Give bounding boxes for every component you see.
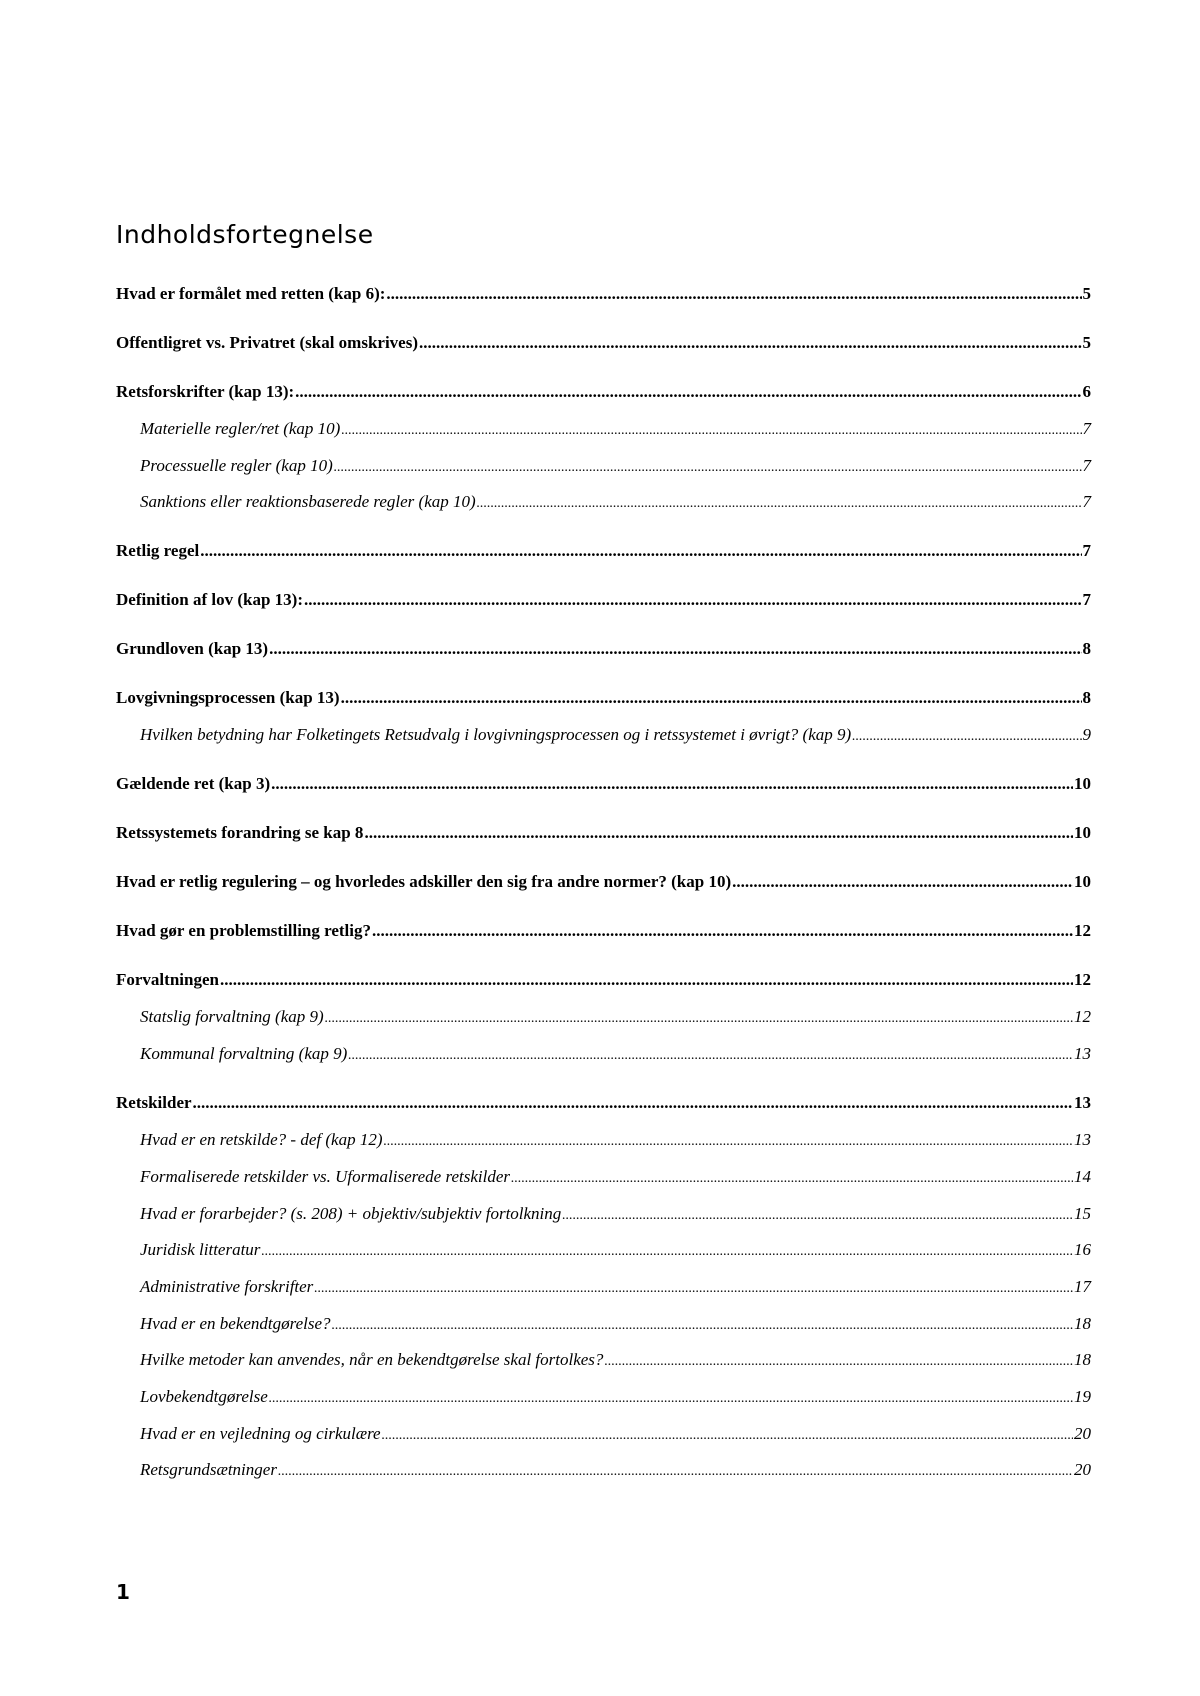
toc-leader	[269, 639, 1081, 659]
toc-entry-page: 9	[1082, 725, 1091, 744]
toc-leader	[325, 1007, 1073, 1027]
toc-entry-page: 15	[1074, 1204, 1091, 1223]
toc-entry[interactable]	[116, 774, 1091, 794]
toc-entry-title: Offentligret vs. Privatret (skal omskrives)	[116, 333, 418, 352]
toc-entry[interactable]	[140, 1007, 1091, 1027]
toc-entry-page: 16	[1074, 1240, 1091, 1259]
toc-entry-title: Hvad gør en problemstilling retlig?	[116, 921, 372, 940]
toc-leader	[269, 1387, 1073, 1407]
toc-leader	[364, 823, 1073, 843]
toc-entry[interactable]	[140, 1130, 1091, 1150]
toc-leader	[261, 1240, 1073, 1260]
toc-entry-title: Lovgivningsprocessen (kap 13)	[116, 688, 340, 707]
toc-entry-page: 12	[1074, 1007, 1091, 1026]
toc-entry-title: Lovbekendtgørelse	[140, 1387, 268, 1406]
toc-entry-title: Definition af lov (kap 13):	[116, 590, 303, 609]
toc-entry-title: Juridisk litteratur	[140, 1240, 261, 1259]
toc-leader	[562, 1204, 1073, 1224]
toc-entry-title: Hvad er en retskilde? - def (kap 12)	[140, 1130, 383, 1149]
toc-entry-page: 10	[1074, 872, 1091, 891]
toc-entry-title: Hvad er retlig regulering – og hvorledes adskiller den sig fra andre normer? (kap 10)	[116, 872, 732, 891]
toc-entry[interactable]	[116, 872, 1091, 892]
toc-entry-title: Retsgrundsætninger	[140, 1460, 277, 1479]
toc-entry-page: 8	[1082, 688, 1091, 707]
toc-entry-page: 12	[1074, 970, 1091, 989]
toc-entry-title: Hvilken betydning har Folketingets Retsudvalg i lovgivningsprocessen og i retssystemet i øvrigt? (kap 9)	[140, 725, 852, 744]
toc-entry[interactable]	[140, 725, 1091, 745]
toc-entry[interactable]	[140, 1240, 1091, 1260]
toc-entry-title: Hvad er formålet med retten (kap 6):	[116, 284, 386, 303]
toc-leader	[852, 725, 1081, 745]
toc-entry[interactable]	[116, 541, 1091, 561]
toc-entry-title: Formaliserede retskilder vs. Uformaliserede retskilder	[140, 1167, 510, 1186]
toc-entry-title: Grundloven (kap 13)	[116, 639, 269, 658]
toc-entry-title: Hvilke metoder kan anvendes, når en bekendtgørelse skal fortolkes?	[140, 1350, 604, 1369]
toc-entry-title: Processuelle regler (kap 10)	[140, 456, 333, 475]
toc-entry-page: 7	[1082, 492, 1091, 511]
toc-entry-title: Gældende ret (kap 3)	[116, 774, 271, 793]
toc-entry[interactable]	[116, 639, 1091, 659]
toc-leader	[332, 1314, 1073, 1334]
toc-leader	[732, 872, 1073, 892]
toc-entry-title: Retsforskrifter (kap 13):	[116, 382, 295, 401]
toc-entry-title: Administrative forskrifter	[140, 1277, 314, 1296]
toc-entry[interactable]	[116, 382, 1091, 402]
page-number: 1	[116, 1580, 130, 1604]
toc-entry[interactable]	[140, 1044, 1091, 1064]
toc-entry-title: Hvad er en bekendtgørelse?	[140, 1314, 331, 1333]
toc-entry-title: Sanktions eller reaktionsbaserede regler (kap 10)	[140, 492, 476, 511]
toc-entry[interactable]	[140, 1424, 1091, 1444]
toc-entry[interactable]	[116, 823, 1091, 843]
toc-leader	[419, 333, 1082, 353]
toc-entry-page: 13	[1074, 1044, 1091, 1063]
toc-entry-page: 7	[1082, 419, 1091, 438]
toc-entry-title: Materielle regler/ret (kap 10)	[140, 419, 341, 438]
toc-leader	[193, 1093, 1073, 1113]
toc-entry-title: Retskilder	[116, 1093, 192, 1112]
toc-entry-page: 5	[1082, 284, 1091, 303]
toc-entry-title: Retssystemets forandring se kap 8	[116, 823, 364, 842]
toc-entry-page: 20	[1074, 1424, 1091, 1443]
toc-entry[interactable]	[116, 590, 1091, 610]
toc-leader	[200, 541, 1081, 561]
toc-leader	[604, 1350, 1073, 1370]
toc-entry[interactable]	[140, 1277, 1091, 1297]
toc-heading: Indholdsfortegnelse	[116, 220, 374, 249]
toc-leader	[511, 1167, 1073, 1187]
toc-entry[interactable]	[116, 921, 1091, 941]
toc-entry-title: Hvad er forarbejder? (s. 208) + objektiv/subjektiv fortolkning	[140, 1204, 562, 1223]
toc-leader	[341, 688, 1082, 708]
toc-entry-title: Hvad er en vejledning og cirkulære	[140, 1424, 381, 1443]
toc-entry-page: 8	[1082, 639, 1091, 658]
toc-entry[interactable]	[140, 1204, 1091, 1224]
toc-entry[interactable]	[140, 1314, 1091, 1334]
toc-entry[interactable]	[140, 456, 1091, 476]
toc-entry-page: 19	[1074, 1387, 1091, 1406]
toc-entry-page: 5	[1082, 333, 1091, 352]
toc-leader	[386, 284, 1081, 304]
toc-entry-page: 7	[1082, 541, 1091, 560]
toc-entry[interactable]	[140, 492, 1091, 512]
toc-entry-page: 20	[1074, 1460, 1091, 1479]
toc-entry[interactable]	[116, 333, 1091, 353]
toc-leader	[477, 492, 1082, 512]
toc-entry[interactable]	[116, 284, 1091, 304]
toc-leader	[295, 382, 1081, 402]
toc-leader	[382, 1424, 1073, 1444]
toc-entry[interactable]	[140, 1167, 1091, 1187]
toc-leader	[334, 456, 1082, 476]
toc-entry-page: 10	[1074, 823, 1091, 842]
toc-entry-page: 6	[1082, 382, 1091, 401]
toc-entry-page: 12	[1074, 921, 1091, 940]
toc-entry[interactable]	[116, 688, 1091, 708]
toc-leader	[372, 921, 1073, 941]
toc-entry[interactable]	[116, 970, 1091, 990]
toc-leader	[220, 970, 1073, 990]
toc-leader	[383, 1130, 1073, 1150]
toc-entry[interactable]	[116, 1093, 1091, 1113]
toc-leader	[278, 1460, 1073, 1480]
toc-entry[interactable]	[140, 1350, 1091, 1370]
toc-leader	[348, 1044, 1073, 1064]
toc-entry[interactable]	[140, 419, 1091, 439]
toc-entry-page: 14	[1074, 1167, 1091, 1186]
toc-entry-page: 7	[1082, 590, 1091, 609]
toc-entry-title: Kommunal forvaltning (kap 9)	[140, 1044, 348, 1063]
toc-entry-page: 18	[1074, 1314, 1091, 1333]
toc-entry-page: 7	[1082, 456, 1091, 475]
toc-entry-title: Retlig regel	[116, 541, 200, 560]
toc-entry[interactable]	[140, 1460, 1091, 1480]
toc-entry-page: 13	[1074, 1130, 1091, 1149]
toc-entry-page: 13	[1074, 1093, 1091, 1112]
toc-entry-page: 10	[1074, 774, 1091, 793]
toc-leader	[271, 774, 1073, 794]
toc-leader	[341, 419, 1081, 439]
toc-entry-title: Statslig forvaltning (kap 9)	[140, 1007, 324, 1026]
toc-leader	[314, 1277, 1073, 1297]
toc-entry[interactable]	[140, 1387, 1091, 1407]
toc-entry-title: Forvaltningen	[116, 970, 219, 989]
toc-entry-page: 18	[1074, 1350, 1091, 1369]
toc-entry-page: 17	[1074, 1277, 1091, 1296]
toc-leader	[304, 590, 1082, 610]
